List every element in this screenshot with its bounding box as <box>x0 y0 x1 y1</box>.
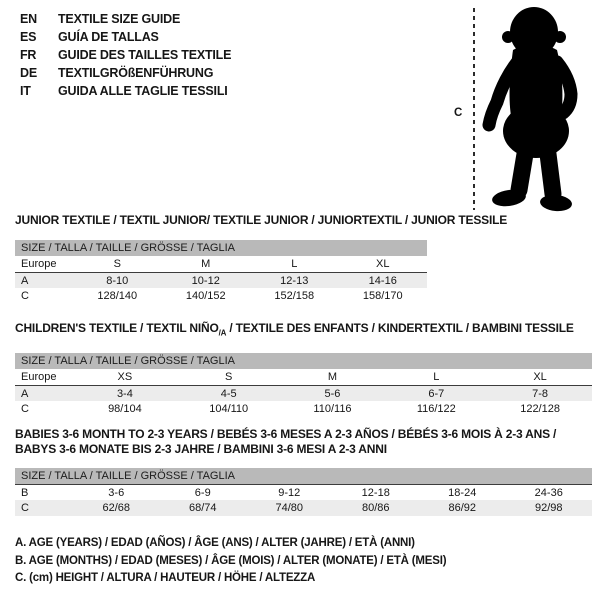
table-cell: 62/68 <box>102 502 131 514</box>
language-title-text: GUÍA DE TALLAS <box>58 30 159 44</box>
row-label: C <box>21 290 29 302</box>
size-table-children <box>15 353 592 417</box>
section-title-text: JUNIOR TEXTILE / TEXTIL JUNIOR/ TEXTILE JUNIOR / JUNIORTEXTIL / JUNIOR TESSILE <box>15 213 508 227</box>
table-cell: 98/104 <box>108 403 142 416</box>
language-code: IT <box>20 84 31 98</box>
table-cell: L <box>433 371 440 384</box>
table-row <box>15 385 592 401</box>
table-cell: 12-18 <box>361 486 390 499</box>
section-title-text: CHILDREN'S TEXTILE / TEXTIL NIÑO <box>15 321 219 335</box>
table-row <box>15 256 427 272</box>
table-cell: 6-9 <box>194 486 211 499</box>
table-cell: XL <box>376 258 390 270</box>
table-cell: 116/122 <box>416 403 456 416</box>
section-title-text: / TEXTILE DES ENFANTS / KINDERTEXTIL / BAMBINI TESSILE <box>226 321 574 335</box>
language-title-row <box>20 10 231 28</box>
language-title-text: TEXTILGRÖßENFÜHRUNG <box>58 66 214 80</box>
table-cell: XS <box>117 371 133 384</box>
section-junior <box>15 213 508 304</box>
legend-line: B. AGE (MONTHS) / EDAD (MESES) / ÂGE (MOIS) / ALTER (MONATE) / ETÀ (MESI) <box>15 554 447 567</box>
table-cell: 4-5 <box>220 387 237 400</box>
measure-legend <box>15 535 446 588</box>
row-label: B <box>21 486 29 499</box>
baby-silhouette-image <box>477 4 597 214</box>
table-cell: 80/86 <box>361 502 390 514</box>
language-code: EN <box>20 12 37 26</box>
table-cell: 3-4 <box>116 387 133 400</box>
table-cell: 12-13 <box>280 274 309 287</box>
table-row <box>15 272 427 288</box>
language-title-row <box>20 82 231 100</box>
legend-line: C. (cm) HEIGHT / ALTURA / HAUTEUR / HÖHE / ALTEZZA <box>15 572 316 584</box>
section-title-text: BABIES 3-6 MONTH TO 2-3 YEARS / BEBÉS 3-6 MESES A 2-3 AÑOS / BÉBÉS 3-6 MOIS À 2-3 ANS / <box>15 427 557 441</box>
table-cell: 24-36 <box>534 486 563 499</box>
table-cell: 152/158 <box>274 290 315 302</box>
table-cell: 92/98 <box>534 502 563 514</box>
language-title-row <box>20 64 231 82</box>
table-cell: M <box>201 258 211 270</box>
table-cell: 74/80 <box>275 502 304 514</box>
language-code: ES <box>20 30 37 44</box>
table-row <box>15 288 427 304</box>
size-table-junior <box>15 240 427 304</box>
table-cell: 128/140 <box>97 290 138 302</box>
language-code: DE <box>20 66 37 80</box>
section-title-text: BABYS 3-6 MONATE BIS 2-3 JAHRE / BAMBINI 3-6 MESI A 2-3 ANNI <box>15 442 387 456</box>
row-label: Europe <box>21 371 57 384</box>
size-table-babies <box>15 468 592 516</box>
section-title-children <box>15 321 592 340</box>
table-cell: 140/152 <box>185 290 226 302</box>
section-babies <box>15 427 592 516</box>
table-cell: 68/74 <box>188 502 217 514</box>
table-row <box>15 401 592 417</box>
table-cell: M <box>327 371 338 384</box>
language-title-text: GUIDE DES TAILLES TEXTILE <box>58 48 232 62</box>
table-cell: 18-24 <box>448 486 477 499</box>
table-row <box>15 484 592 500</box>
table-cell: S <box>225 371 233 384</box>
table-header-bar: SIZE / TALLA / TAILLE / GRÖSSE / TAGLIA <box>15 240 427 256</box>
table-cell: 6-7 <box>428 387 445 400</box>
baby-leg-right <box>548 154 553 194</box>
section-title-junior <box>15 213 508 227</box>
table-row <box>15 500 592 516</box>
table-header-bar: SIZE / TALLA / TAILLE / GRÖSSE / TAGLIA <box>15 468 592 484</box>
row-label: Europe <box>21 258 57 270</box>
table-cell: S <box>113 258 121 270</box>
table-cell: 158/170 <box>362 290 403 302</box>
row-label: A <box>21 387 29 400</box>
table-cell: 9-12 <box>278 486 301 499</box>
table-cell: 5-6 <box>324 387 341 400</box>
section-title-text: /A <box>218 328 227 338</box>
row-label: C <box>21 502 29 514</box>
language-title-list <box>20 10 231 100</box>
row-label: A <box>21 274 29 287</box>
height-measure-label: C <box>454 107 463 119</box>
table-cell: L <box>291 258 298 270</box>
language-code: FR <box>20 48 37 62</box>
table-header-bar: SIZE / TALLA / TAILLE / GRÖSSE / TAGLIA <box>15 353 592 369</box>
table-cell: 110/116 <box>313 403 352 416</box>
section-title-babies <box>15 427 592 457</box>
section-children <box>15 321 592 417</box>
table-cell: 10-12 <box>191 274 220 287</box>
table-cell: 3-6 <box>108 486 125 499</box>
language-title-text: TEXTILE SIZE GUIDE <box>58 12 181 26</box>
table-cell: 14-16 <box>368 274 397 287</box>
table-cell: 86/92 <box>448 502 477 514</box>
language-title-row <box>20 28 231 46</box>
table-cell: 7-8 <box>532 387 549 400</box>
row-label: C <box>21 403 29 416</box>
table-row <box>15 369 592 385</box>
table-cell: 8-10 <box>106 274 129 287</box>
table-cell: XL <box>533 371 547 384</box>
language-title-row <box>20 46 231 64</box>
table-cell: 122/128 <box>520 403 560 416</box>
language-title-text: GUIDA ALLE TAGLIE TESSILI <box>58 84 228 98</box>
baby-leg-left <box>519 154 525 190</box>
legend-line: A. AGE (YEARS) / EDAD (AÑOS) / ÂGE (ANS) / ALTER (JAHRE) / ETÀ (ANNI) <box>15 537 415 549</box>
table-cell: 104/110 <box>209 403 249 416</box>
